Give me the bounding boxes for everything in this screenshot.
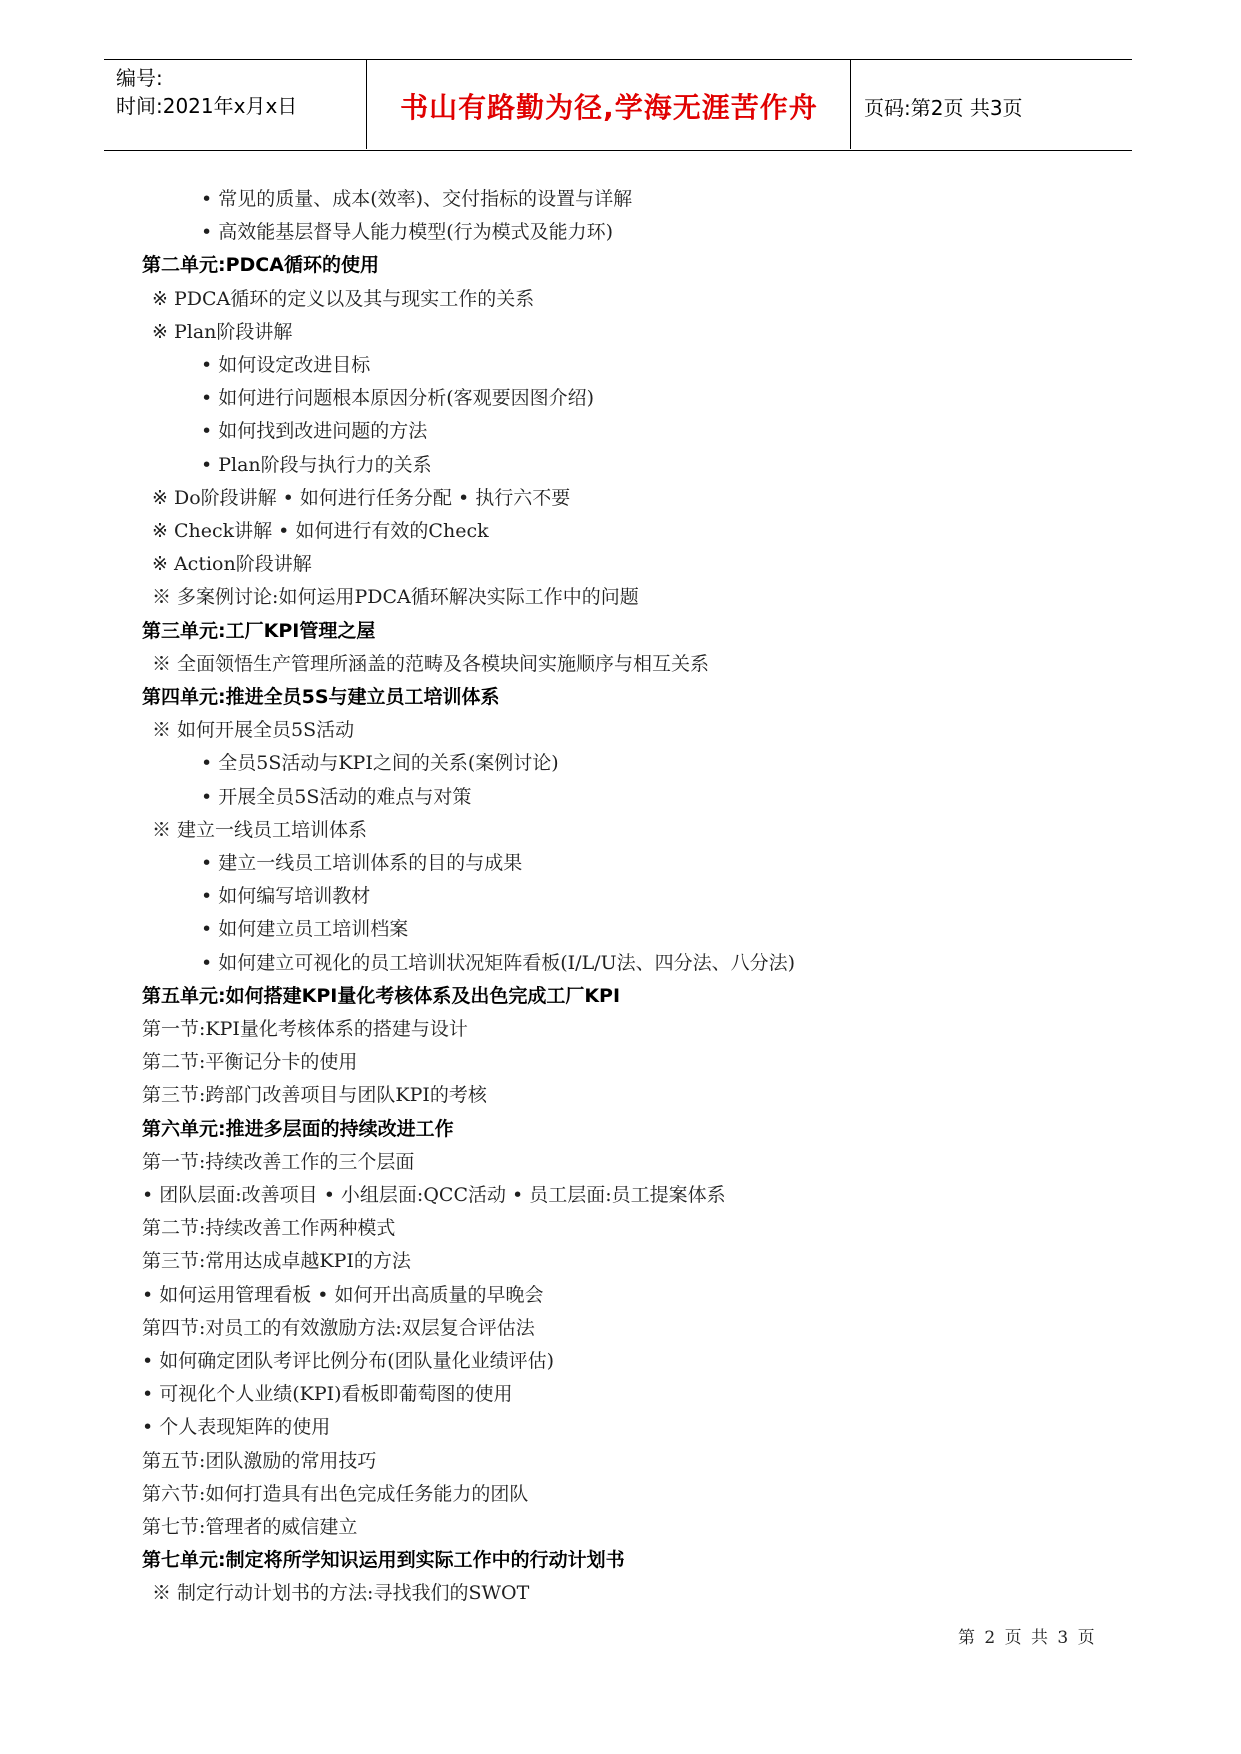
document-header	[104, 59, 1132, 151]
list-item: ※ 全面领悟生产管理所涵盖的范畴及各模块间实施顺序与相互关系	[152, 653, 710, 675]
header-left-info	[116, 64, 297, 120]
list-item: ※ PDCA循环的定义以及其与现实工作的关系	[152, 288, 535, 310]
bullet-item: • 如何进行问题根本原因分析(客观要因图介绍)	[201, 387, 595, 409]
bullet-item: • Plan阶段与执行力的关系	[201, 454, 432, 476]
bullet-item: • 常见的质量、成本(效率)、交付指标的设置与详解	[201, 188, 633, 210]
text-line: 第一节:持续改善工作的三个层面	[142, 1151, 415, 1173]
text-line: 第五节:团队激励的常用技巧	[142, 1450, 377, 1472]
header-divider-right	[850, 60, 851, 149]
section-heading: 第二单元:PDCA循环的使用	[142, 254, 379, 276]
bullet-item: • 如何设定改进目标	[201, 354, 371, 376]
list-item: ※ Plan阶段讲解	[152, 321, 293, 343]
bullet-item: • 如何编写培训教材	[201, 885, 371, 907]
text-line: 第七节:管理者的威信建立	[142, 1516, 358, 1538]
list-item: ※ Action阶段讲解	[152, 553, 312, 575]
text-line: • 如何确定团队考评比例分布(团队量化业绩评估)	[142, 1350, 555, 1372]
text-line: • 可视化个人业绩(KPI)看板即葡萄图的使用	[142, 1383, 513, 1405]
text-line: • 个人表现矩阵的使用	[142, 1416, 331, 1438]
bullet-item: • 如何建立员工培训档案	[201, 918, 409, 940]
section-heading: 第五单元:如何搭建KPI量化考核体系及出色完成工厂KPI	[142, 985, 621, 1007]
list-item: ※ Check讲解 • 如何进行有效的Check	[152, 520, 489, 542]
text-line: • 如何运用管理看板 • 如何开出高质量的早晚会	[142, 1284, 544, 1306]
header-number-label: 编号:	[116, 66, 163, 90]
text-line: 第三节:跨部门改善项目与团队KPI的考核	[142, 1084, 487, 1106]
header-date-label: 时间:2021年x月x日	[116, 94, 298, 118]
bullet-item: • 如何建立可视化的员工培训状况矩阵看板(I/L/U法、四分法、八分法)	[201, 952, 796, 974]
section-heading: 第七单元:制定将所学知识运用到实际工作中的行动计划书	[142, 1549, 625, 1571]
section-heading: 第三单元:工厂KPI管理之屋	[142, 620, 376, 642]
bullet-item: • 开展全员5S活动的难点与对策	[201, 786, 472, 808]
text-line: 第六节:如何打造具有出色完成任务能力的团队	[142, 1483, 529, 1505]
list-item: ※ 制定行动计划书的方法:寻找我们的SWOT	[152, 1582, 530, 1604]
header-motto: 书山有路勤为径,学海无涯苦作舟	[400, 91, 818, 124]
text-line: 第二节:持续改善工作两种模式	[142, 1217, 396, 1239]
bullet-item: • 高效能基层督导人能力模型(行为模式及能力环)	[201, 221, 614, 243]
list-item: ※ 多案例讨论:如何运用PDCA循环解决实际工作中的问题	[152, 586, 639, 608]
text-line: • 团队层面:改善项目 • 小组层面:QCC活动 • 员工层面:员工提案体系	[142, 1184, 726, 1206]
header-page-label: 页码:第2页 共3页	[864, 96, 1023, 120]
page-footer: 第 2 页 共 3 页	[958, 1628, 1097, 1648]
section-heading: 第六单元:推进多层面的持续改进工作	[142, 1118, 454, 1140]
text-line: 第三节:常用达成卓越KPI的方法	[142, 1250, 411, 1272]
bullet-item: • 如何找到改进问题的方法	[201, 420, 428, 442]
bullet-item: • 全员5S活动与KPI之间的关系(案例讨论)	[201, 752, 559, 774]
header-divider-left	[366, 60, 367, 149]
list-item: ※ Do阶段讲解 • 如何进行任务分配 • 执行六不要	[152, 487, 571, 509]
text-line: 第一节:KPI量化考核体系的搭建与设计	[142, 1018, 468, 1040]
list-item: ※ 如何开展全员5S活动	[152, 719, 355, 741]
list-item: ※ 建立一线员工培训体系	[152, 819, 368, 841]
text-line: 第二节:平衡记分卡的使用	[142, 1051, 358, 1073]
section-heading: 第四单元:推进全员5S与建立员工培训体系	[142, 686, 500, 708]
bullet-item: • 建立一线员工培训体系的目的与成果	[201, 852, 523, 874]
text-line: 第四节:对员工的有效激励方法:双层复合评估法	[142, 1317, 535, 1339]
